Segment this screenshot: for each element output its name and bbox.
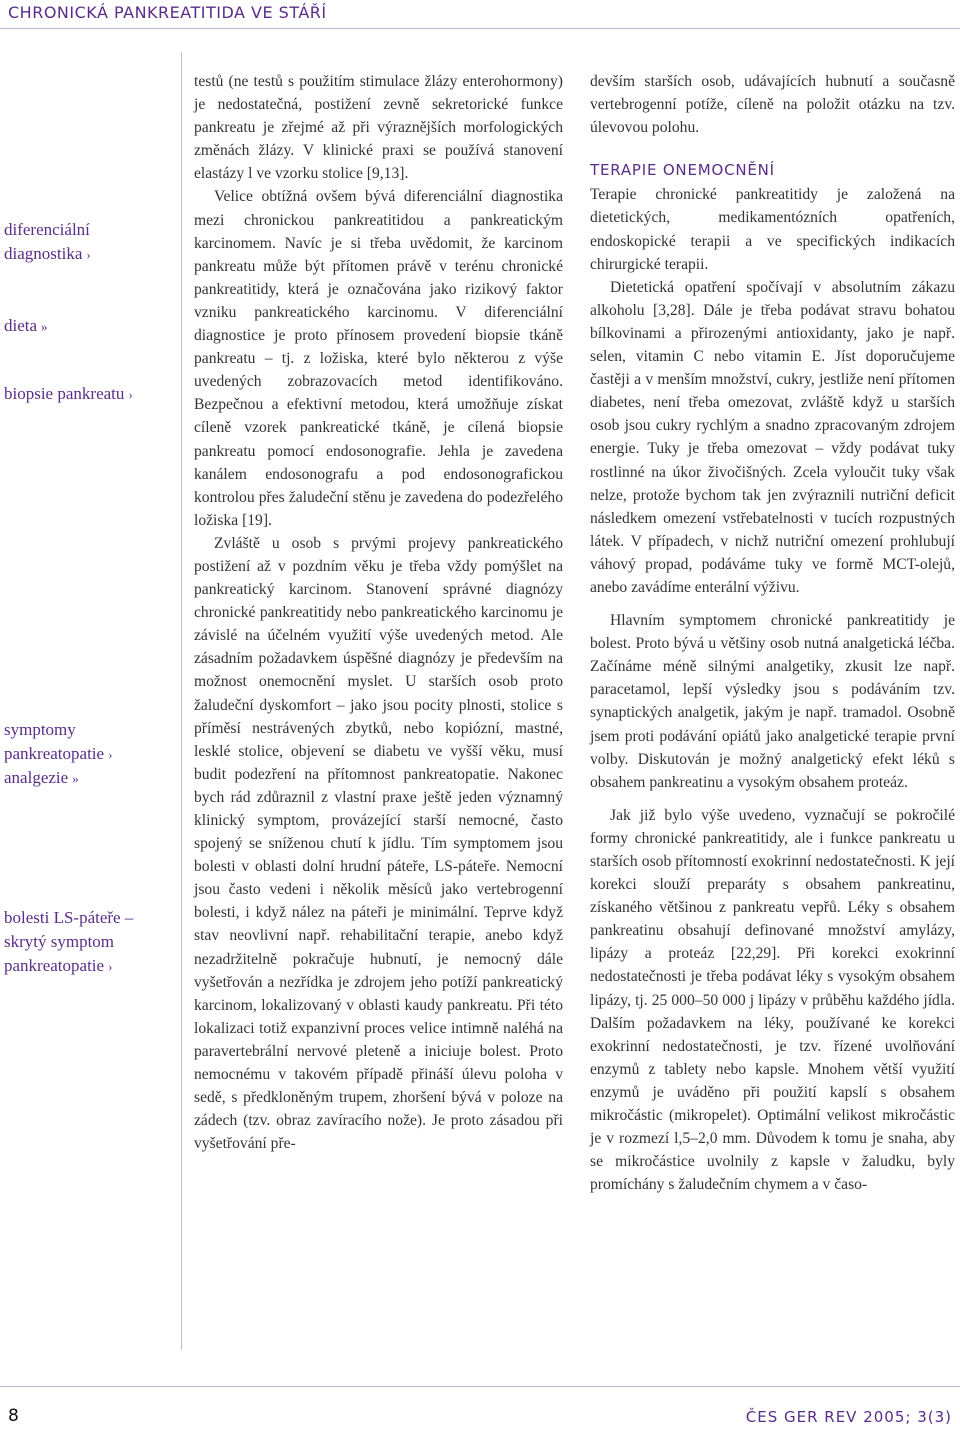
header-rule	[0, 28, 960, 29]
footer-rule	[0, 1386, 960, 1387]
journal-citation: ČES GER REV 2005; 3(3)	[745, 1408, 952, 1426]
chevron-right-icon: ›	[108, 959, 113, 974]
margin-note-biopsy	[4, 382, 176, 407]
margin-note-text: bolesti LS-páteře – skrytý symptom pankreatopatie	[4, 908, 134, 975]
chevron-right-icon: ›	[86, 247, 91, 262]
paragraph: Jak již bylo výše uvedeno, vyznačují se pokročilé formy chronické pankreatitidy, ale i funkce pankreatu u starších osob přítomností exokrinní nedostatečnosti. K její korekci slouží preparáty s obsahem pankreatinu, získaného většinou z pankreatu vepřů. Léky s obsahem pankreatinu obsahují definované množství amylázy, lipázy a proteáz [22,29]. Při korekci exokrinní nedostatečnosti je třeba podávat léky s vysokým obsahem lipázy, tj. 25 000–50 000 j lipázy v průběhu každého jídla. Dalším požadavkem na léky, používané ke korekci exokrinní nedostatečnosti, je tzv. řízené uvolňování enzymů z tablety nebo kapsle. Mnohem větší využití enzymů je uváděno při použití kapslí s obsahem mikročástic (mikropelet). Optimální velikost mikročástic je v rozmezí l,5–2,0 mm. Důvodem k tomu je snaha, aby se mikročástice uvolnily z kapsle v žaludku, byly promíchány s žaludečním chymem a v časo-	[590, 806, 955, 1194]
paragraph: Velice obtížná ovšem bývá diferenciální diagnostika mezi chronickou pankreatitidou a pankreatickým karcinomem. Navíc je si třeba uvědomit, že karcinom pankreatu může být přítomen právě v terénu chronické pankreatitidy, která je označována jako rizikový faktor vzniku pankreatického karcinomu. V diferenciální diagnostice je proto přínosem provedení biopsie tkáně pankreatu – tj. z ložiska, které bylo některou z výše uvedených zobrazovacích metod identifikováno. Bezpečnou a efektivní metodou, která umožňuje získat cíleně vzorek pankreatické tkáně, je cílená biopsie pankreatu pomocí endosonografie. Jehla je zavedena kanálem endosonografu a pod endosonografickou kontrolou přes žaludeční stěnu je zavedena do podezřelého ložiska [19].	[194, 188, 563, 529]
margin-note-text: symptomy pankreatopatie	[4, 720, 105, 763]
margin-note-text: dieta	[4, 316, 38, 335]
chevron-right-icon: ›	[108, 747, 113, 762]
margin-note-differential	[4, 218, 176, 267]
margin-note-text: analgezie	[4, 768, 69, 787]
text-column-right	[590, 70, 955, 1196]
margin-note-symptoms	[4, 718, 176, 767]
double-chevron-right-icon: »	[41, 319, 48, 334]
paragraph: devším starších osob, udávajících hubnutí a současně vertebrogenní potíže, cíleně na položit otázku na tzv. úlevovou polohu.	[590, 73, 955, 137]
margin-divider	[181, 52, 182, 1350]
margin-note-analgesia	[4, 766, 176, 791]
margin-note-back-pain	[4, 906, 144, 979]
running-title: CHRONICKÁ PANKREATITIDA VE STÁŘÍ	[8, 3, 327, 22]
margin-note-text: diferenciální diagnostika	[4, 220, 90, 263]
paragraph: Hlavním symptomem chronické pankreatitidy je bolest. Proto bývá u většiny osob nutná analgetická léčba. Začínáme méně silnými analgetiky, zkusit lze např. paracetamol, lepší výsledky jsou s podáváním tzv. synaptických analgetik, jakým je např. tramadol. Osobně jsem proti podávání opiátů jako analgetické terapie první volby. Diskutován je možný analgetický efekt léků s obsahem pankreatinu a vysokým obsahem proteáz.	[590, 612, 955, 791]
text-column-left	[194, 70, 563, 1155]
paragraph: Dietetická opatření spočívají v absolutním zákazu alkoholu [3,28]. Dále je třeba podávat stravu bohatou bílkovinami a přirozenými antioxidanty, jako je např. selen, vitamin C nebo vitamin E. Jíst doporučujeme častěji a v menším množství, cukry, jestliže není přítomen diabetes, není třeba omezovat, zvláště když u starších osob jsou cukry rychlým a snadno zpracovaným zdrojem energie. Tuky je třeba omezovat – vždy podávat tuky rostlinné na úkor živočišných. Zcela vyloučit tuky však nelze, protože bychom tak jen zvýraznili nutriční deficit následkem omezení vstřebatelnosti v tucích rozpustných látek. V případech, v nichž nutriční omezení prohlubují váhový propad, podáváme tuky ve formě MCT-olejů, anebo zavádíme enterální výživu.	[590, 278, 955, 596]
double-chevron-right-icon: »	[72, 771, 79, 786]
section-heading: TERAPIE ONEMOCNĚNÍ	[590, 161, 775, 180]
paragraph: testů (ne testů s použitím stimulace žlázy enterohormony) je nedostatečná, postižení zevně sekretorické funkce pankreatu je zřejmé až při výraznějších morfologických změnách žlázy. V klinické praxi se používá stanovení elastázy l ve vzorku stolice [9,13].	[194, 73, 563, 183]
chevron-right-icon: ›	[128, 387, 133, 402]
margin-note-text: biopsie pankreatu	[4, 384, 125, 403]
margin-note-diet	[4, 314, 176, 339]
paragraph: Terapie chronické pankreatitidy je založená na dietetických, medikamentózních opatřeních, endoskopické terapii a ve specifických indikacích chirurgické terapii.	[590, 186, 955, 273]
page-number: 8	[8, 1406, 19, 1426]
paragraph: Zvláště u osob s prvými projevy pankreatického postižení až v pozdním věku je třeba vždy pomýšlet na pankreatický karcinom. Stanovení správné diagnózy chronické pankreatitidy nebo pankreatického karcinomu je závislé na účelném využití výše uvedených metod. Ale zásadním požadavkem úspěšné diagnózy je především na možnost onemocnění myslet. U starších osob proto žaludeční dyskomfort – jako jsou pocity plnosti, stolice s příměsí nestrávených zbytků, nebo kopiózní, mastné, lesklé stolice, objevení se diabetu ve vyšší věku, musí budit podezření na přítomnost pankreatopatie. Nakonec bych rád zdůraznil z vlastní praxe ještě jeden významný klinický symptom, provázející starší nemocné, často spojený se sníženou chutí k jídlu. Tím symptomem jsou bolesti v oblasti dolní hrudní páteře, LS-páteře. Nemocní jsou často vedeni i několik měsíců jako vertebrogenní bolesti, i když nález na páteři je minimální. Teprve když stav neovlivní např. rehabilitační terapie, anebo když nezadržitelně pokračuje hubnutí, je nemocný dále vyšetřován a nezřídka je zdrojem jeho potíží pankreatický karcinom, lokalizovaný v oblasti kaudy pankreatu. Při této lokalizaci totiž expanzivní proces velice intimně naléhá na paravertebrální nervové pleteně a iniciuje bolest. Proto nemocnému v takovém případě přináší úlevu poloha v sedě, s předkloněným trupem, zhoršení bývá v poloze na zádech (tzv. obraz zavíracího nože). Je proto zásadou při vyšetřování pře-	[194, 534, 563, 1153]
